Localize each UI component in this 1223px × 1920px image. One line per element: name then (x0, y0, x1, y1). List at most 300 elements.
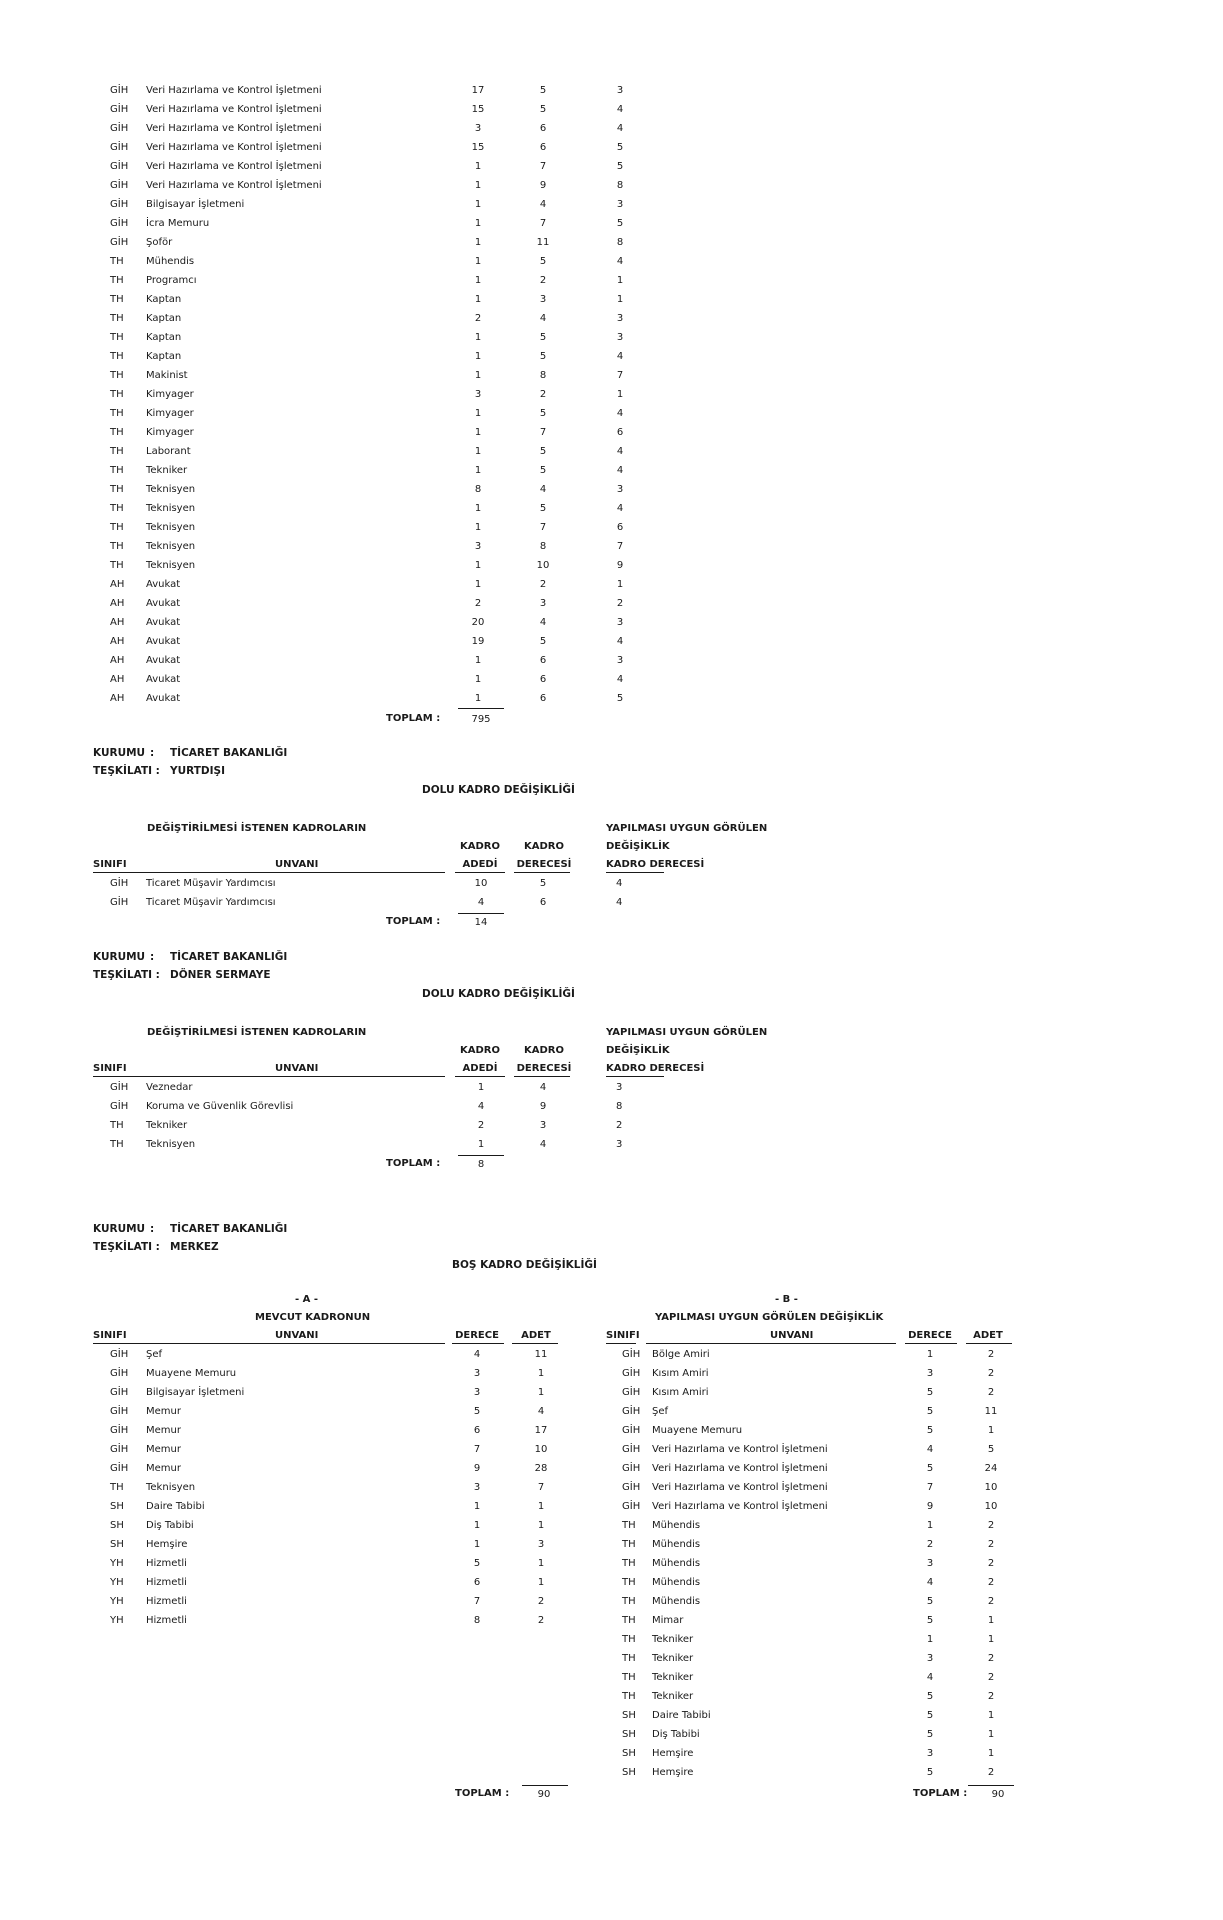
row-yeni-derece: 9 (616, 560, 624, 571)
b-row-sinifi: TH (622, 1520, 636, 1531)
row-unvani: Kimyager (146, 389, 194, 400)
b-header-rule (905, 1343, 957, 1344)
row-kadro-adedi: 1 (474, 427, 482, 438)
b-row-sinifi: GİH (622, 1444, 641, 1455)
row-sinifi: TH (110, 294, 124, 305)
a-row-unvani: Memur (146, 1444, 181, 1455)
b-row-derece: 3 (926, 1653, 934, 1664)
row-kadro-adedi: 1 (474, 655, 482, 666)
header-rule (606, 872, 664, 873)
a-row-unvani: Bilgisayar İşletmeni (146, 1387, 245, 1398)
row-kadro-adedi: 3 (474, 123, 482, 134)
row-kadro-adedi: 1 (474, 294, 482, 305)
col-sinifi: SINIFI (93, 1063, 127, 1074)
b-row-unvani: Tekniker (652, 1691, 694, 1702)
b-row-sinifi: GİH (622, 1482, 641, 1493)
total-rule (458, 708, 504, 709)
a-row-adet: 17 (534, 1425, 548, 1436)
a-row-adet: 28 (534, 1463, 548, 1474)
a-col-sinifi: SINIFI (93, 1330, 127, 1341)
a-row-unvani: Memur (146, 1463, 181, 1474)
row-kadro-derecesi: 5 (539, 104, 547, 115)
row-sinifi: TH (110, 256, 124, 267)
b-header-rule (646, 1343, 896, 1344)
b-row-derece: 1 (926, 1349, 934, 1360)
b-col-adet: ADET (973, 1330, 1003, 1341)
a-row-adet: 11 (534, 1349, 548, 1360)
row-sinifi: TH (110, 503, 124, 514)
col-adedi: ADEDİ (462, 1063, 498, 1074)
left-heading: DEĞİŞTİRİLMESİ İSTENEN KADROLARIN (147, 1027, 367, 1038)
row-kadro-derecesi: 6 (539, 897, 547, 908)
row-sinifi: TH (110, 389, 124, 400)
a-row-sinifi: YH (110, 1577, 124, 1588)
header-rule (514, 872, 570, 873)
b-row-sinifi: TH (622, 1691, 636, 1702)
b-row-unvani: Veri Hazırlama ve Kontrol İşletmeni (652, 1501, 828, 1512)
a-row-adet: 10 (534, 1444, 548, 1455)
row-yeni-derece: 5 (616, 142, 624, 153)
row-unvani: Kaptan (146, 313, 182, 324)
row-sinifi: GİH (110, 104, 129, 115)
b-row-adet: 11 (984, 1406, 998, 1417)
row-sinifi: TH (110, 313, 124, 324)
b-row-derece: 5 (926, 1406, 934, 1417)
a-row-adet: 1 (537, 1558, 545, 1569)
b-header-rule (966, 1343, 1012, 1344)
a-row-unvani: Memur (146, 1425, 181, 1436)
b-row-unvani: Hemşire (652, 1748, 694, 1759)
col-derecesi: DERECESİ (516, 1063, 572, 1074)
row-unvani: Avukat (146, 674, 181, 685)
b-row-adet: 1 (987, 1729, 995, 1740)
row-kadro-adedi: 2 (474, 598, 482, 609)
row-yeni-derece: 7 (616, 370, 624, 381)
a-row-derece: 1 (473, 1520, 481, 1531)
section-a-heading: MEVCUT KADRONUN (255, 1312, 371, 1323)
row-kadro-derecesi: 5 (539, 503, 547, 514)
row-unvani: Veri Hazırlama ve Kontrol İşletmeni (146, 85, 322, 96)
b-col-derece: DERECE (908, 1330, 952, 1341)
b-row-sinifi: TH (622, 1539, 636, 1550)
row-yeni-derece: 8 (616, 237, 624, 248)
a-row-sinifi: GİH (110, 1387, 129, 1398)
row-kadro-derecesi: 6 (539, 142, 547, 153)
a-row-adet: 1 (537, 1368, 545, 1379)
kurumu-value: TİCARET BAKANLIĞI (170, 1223, 288, 1235)
a-col-adet: ADET (521, 1330, 551, 1341)
a-row-sinifi: GİH (110, 1463, 129, 1474)
b-row-unvani: Diş Tabibi (652, 1729, 700, 1740)
row-unvani: Veri Hazırlama ve Kontrol İşletmeni (146, 142, 322, 153)
a-header-rule (93, 1343, 445, 1344)
row-sinifi: GİH (110, 1082, 129, 1093)
row-yeni-derece: 4 (616, 636, 624, 647)
b-row-adet: 1 (987, 1748, 995, 1759)
b-row-adet: 1 (987, 1710, 995, 1721)
kurumu-label: KURUMU (93, 1223, 146, 1235)
row-kadro-adedi: 8 (474, 484, 482, 495)
row-sinifi: GİH (110, 878, 129, 889)
b-row-unvani: Tekniker (652, 1634, 694, 1645)
row-sinifi: TH (110, 370, 124, 381)
a-row-sinifi: SH (110, 1501, 124, 1512)
row-unvani: Teknisyen (146, 503, 196, 514)
row-sinifi: GİH (110, 85, 129, 96)
a-row-adet: 1 (537, 1501, 545, 1512)
a-row-derece: 5 (473, 1558, 481, 1569)
col-kadro-1: KADRO (460, 1045, 500, 1056)
row-unvani: Kaptan (146, 351, 182, 362)
b-row-adet: 2 (987, 1596, 995, 1607)
b-row-derece: 7 (926, 1482, 934, 1493)
row-kadro-derecesi: 5 (539, 332, 547, 343)
a-row-unvani: Daire Tabibi (146, 1501, 205, 1512)
b-row-sinifi: TH (622, 1634, 636, 1645)
row-unvani: Kaptan (146, 332, 182, 343)
row-kadro-derecesi: 4 (539, 1082, 547, 1093)
row-sinifi: AH (110, 655, 125, 666)
row-kadro-derecesi-yeni: 2 (616, 1120, 623, 1131)
b-row-sinifi: SH (622, 1729, 636, 1740)
col-kadro-2: KADRO (524, 841, 564, 852)
a-row-unvani: Muayene Memuru (146, 1368, 237, 1379)
a-row-adet: 4 (537, 1406, 545, 1417)
a-row-derece: 3 (473, 1368, 481, 1379)
row-yeni-derece: 5 (616, 161, 624, 172)
row-sinifi: AH (110, 674, 125, 685)
a-row-sinifi: GİH (110, 1368, 129, 1379)
a-row-unvani: Hizmetli (146, 1596, 187, 1607)
col-unvani: UNVANI (275, 859, 319, 870)
row-kadro-derecesi: 6 (539, 123, 547, 134)
row-kadro-derecesi-yeni: 3 (616, 1082, 623, 1093)
b-row-sinifi: GİH (622, 1406, 641, 1417)
row-yeni-derece: 3 (616, 617, 624, 628)
row-unvani: Veri Hazırlama ve Kontrol İşletmeni (146, 161, 322, 172)
row-sinifi: TH (110, 427, 124, 438)
row-sinifi: TH (110, 1139, 124, 1150)
row-sinifi: TH (110, 541, 124, 552)
row-yeni-derece: 3 (616, 655, 624, 666)
row-kadro-adedi: 19 (471, 636, 485, 647)
b-row-derece: 5 (926, 1387, 934, 1398)
total-value: 14 (474, 917, 488, 928)
row-kadro-adedi: 15 (471, 104, 485, 115)
row-kadro-adedi: 1 (474, 465, 482, 476)
b-col-sinifi: SINIFI (606, 1330, 640, 1341)
row-unvani: Tekniker (146, 1120, 188, 1131)
b-row-derece: 4 (926, 1444, 934, 1455)
row-kadro-adedi: 2 (474, 313, 482, 324)
col-unvani: UNVANI (275, 1063, 319, 1074)
b-row-sinifi: SH (622, 1767, 636, 1778)
row-kadro-derecesi: 7 (539, 522, 547, 533)
row-kadro-derecesi: 3 (539, 598, 547, 609)
b-row-adet: 2 (987, 1672, 995, 1683)
row-kadro-derecesi-yeni: 3 (616, 1139, 623, 1150)
b-row-adet: 2 (987, 1539, 995, 1550)
row-kadro-derecesi: 5 (539, 636, 547, 647)
a-row-unvani: Memur (146, 1406, 181, 1417)
b-row-adet: 2 (987, 1691, 995, 1702)
row-sinifi: TH (110, 1120, 124, 1131)
b-row-sinifi: TH (622, 1653, 636, 1664)
row-unvani: Laborant (146, 446, 191, 457)
b-row-derece: 1 (926, 1634, 934, 1645)
a-row-derece: 7 (473, 1444, 481, 1455)
a-row-adet: 7 (537, 1482, 545, 1493)
row-yeni-derece: 1 (616, 579, 624, 590)
row-kadro-adedi: 1 (477, 1139, 485, 1150)
row-unvani: İcra Memuru (146, 218, 210, 229)
row-kadro-derecesi: 4 (539, 617, 547, 628)
row-sinifi: GİH (110, 897, 129, 908)
b-row-adet: 10 (984, 1501, 998, 1512)
b-row-derece: 5 (926, 1729, 934, 1740)
a-row-unvani: Diş Tabibi (146, 1520, 194, 1531)
row-kadro-adedi: 1 (474, 332, 482, 343)
row-kadro-adedi: 10 (474, 878, 488, 889)
row-sinifi: AH (110, 636, 125, 647)
b-row-unvani: Hemşire (652, 1767, 694, 1778)
a-row-adet: 3 (537, 1539, 545, 1550)
b-row-unvani: Tekniker (652, 1653, 694, 1664)
row-sinifi: TH (110, 465, 124, 476)
row-kadro-adedi: 1 (474, 446, 482, 457)
row-unvani: Veri Hazırlama ve Kontrol İşletmeni (146, 180, 322, 191)
row-sinifi: AH (110, 579, 125, 590)
right-heading-line2: DEĞİŞİKLİK (606, 841, 670, 852)
row-kadro-adedi: 1 (474, 560, 482, 571)
section-title: DOLU KADRO DEĞİŞİKLİĞİ (422, 784, 575, 796)
row-kadro-adedi: 1 (474, 503, 482, 514)
a-total-value: 90 (537, 1789, 551, 1800)
col-sinifi: SINIFI (93, 859, 127, 870)
a-row-derece: 6 (473, 1577, 481, 1588)
row-unvani: Avukat (146, 693, 181, 704)
b-row-derece: 4 (926, 1672, 934, 1683)
a-row-unvani: Hizmetli (146, 1615, 187, 1626)
b-row-sinifi: TH (622, 1672, 636, 1683)
row-kadro-derecesi: 4 (539, 1139, 547, 1150)
row-unvani: Avukat (146, 598, 181, 609)
row-kadro-adedi: 4 (477, 897, 485, 908)
row-kadro-adedi: 1 (474, 237, 482, 248)
row-sinifi: AH (110, 693, 125, 704)
row-unvani: Ticaret Müşavir Yardımcısı (146, 878, 276, 889)
b-row-unvani: Kısım Amiri (652, 1368, 709, 1379)
row-unvani: Koruma ve Güvenlik Görevlisi (146, 1101, 294, 1112)
row-yeni-derece: 3 (616, 332, 624, 343)
a-row-derece: 3 (473, 1482, 481, 1493)
header-rule (455, 872, 505, 873)
row-unvani: Kimyager (146, 408, 194, 419)
b-row-sinifi: GİH (622, 1425, 641, 1436)
row-yeni-derece: 1 (616, 389, 624, 400)
row-kadro-derecesi: 2 (539, 389, 547, 400)
b-row-derece: 5 (926, 1425, 934, 1436)
row-sinifi: GİH (110, 218, 129, 229)
section-a-letter: - A - (295, 1294, 319, 1305)
right-heading-line1: YAPILMASI UYGUN GÖRÜLEN (606, 823, 768, 834)
left-heading: DEĞİŞTİRİLMESİ İSTENEN KADROLARIN (147, 823, 367, 834)
a-row-sinifi: YH (110, 1558, 124, 1569)
row-kadro-derecesi: 6 (539, 693, 547, 704)
row-unvani: Teknisyen (146, 1139, 196, 1150)
total-rule (458, 1155, 504, 1156)
a-row-derece: 4 (473, 1349, 481, 1360)
total-label: TOPLAM : (386, 1158, 441, 1169)
a-row-sinifi: GİH (110, 1444, 129, 1455)
row-unvani: Bilgisayar İşletmeni (146, 199, 245, 210)
row-yeni-derece: 2 (616, 598, 624, 609)
row-yeni-derece: 6 (616, 427, 624, 438)
b-row-sinifi: GİH (622, 1501, 641, 1512)
a-row-unvani: Şef (146, 1349, 163, 1360)
row-kadro-adedi: 3 (474, 541, 482, 552)
b-row-derece: 5 (926, 1596, 934, 1607)
row-kadro-adedi: 1 (474, 370, 482, 381)
a-row-sinifi: YH (110, 1615, 124, 1626)
right-heading-line1: YAPILMASI UYGUN GÖRÜLEN (606, 1027, 768, 1038)
total-label: TOPLAM : (386, 713, 441, 724)
a-row-derece: 9 (473, 1463, 481, 1474)
row-yeni-derece: 1 (616, 275, 624, 286)
b-row-unvani: Daire Tabibi (652, 1710, 711, 1721)
row-kadro-adedi: 1 (474, 408, 482, 419)
row-sinifi: GİH (110, 142, 129, 153)
b-row-adet: 2 (987, 1520, 995, 1531)
kurumu-label: KURUMU (93, 747, 146, 759)
total-value: 8 (477, 1159, 485, 1170)
b-total-value: 90 (991, 1789, 1005, 1800)
row-kadro-derecesi-yeni: 8 (616, 1101, 623, 1112)
b-row-derece: 2 (926, 1539, 934, 1550)
row-sinifi: GİH (110, 237, 129, 248)
row-yeni-derece: 4 (616, 503, 624, 514)
row-kadro-derecesi: 10 (536, 560, 550, 571)
row-kadro-derecesi: 8 (539, 370, 547, 381)
row-unvani: Avukat (146, 655, 181, 666)
row-sinifi: TH (110, 351, 124, 362)
b-row-adet: 1 (987, 1615, 995, 1626)
kurumu-value: TİCARET BAKANLIĞI (170, 747, 288, 759)
a-row-sinifi: YH (110, 1596, 124, 1607)
teskilati-label: TEŞKİLATI : (93, 765, 160, 777)
row-kadro-derecesi: 5 (539, 446, 547, 457)
row-yeni-derece: 4 (616, 256, 624, 267)
b-row-sinifi: TH (622, 1577, 636, 1588)
row-unvani: Veri Hazırlama ve Kontrol İşletmeni (146, 104, 322, 115)
a-header-rule (512, 1343, 558, 1344)
row-kadro-adedi: 1 (474, 180, 482, 191)
a-row-unvani: Hizmetli (146, 1558, 187, 1569)
b-row-sinifi: TH (622, 1558, 636, 1569)
a-row-derece: 3 (473, 1387, 481, 1398)
row-kadro-derecesi: 6 (539, 674, 547, 685)
row-unvani: Programcı (146, 275, 197, 286)
b-row-unvani: Mimar (652, 1615, 684, 1626)
b-row-derece: 3 (926, 1748, 934, 1759)
b-row-adet: 1 (987, 1425, 995, 1436)
b-row-sinifi: TH (622, 1596, 636, 1607)
section-title: DOLU KADRO DEĞİŞİKLİĞİ (422, 988, 575, 1000)
col-adedi: ADEDİ (462, 859, 498, 870)
b-row-adet: 5 (987, 1444, 995, 1455)
row-kadro-adedi: 1 (474, 522, 482, 533)
row-sinifi: TH (110, 522, 124, 533)
kurumu-separator: : (150, 1223, 155, 1235)
row-sinifi: TH (110, 332, 124, 343)
row-kadro-adedi: 1 (474, 579, 482, 590)
row-yeni-derece: 3 (616, 484, 624, 495)
row-sinifi: TH (110, 484, 124, 495)
row-unvani: Veri Hazırlama ve Kontrol İşletmeni (146, 123, 322, 134)
a-row-sinifi: GİH (110, 1406, 129, 1417)
row-yeni-derece: 1 (616, 294, 624, 305)
a-row-adet: 2 (537, 1596, 545, 1607)
row-kadro-derecesi: 9 (539, 180, 547, 191)
b-row-unvani: Kısım Amiri (652, 1387, 709, 1398)
a-row-derece: 6 (473, 1425, 481, 1436)
row-yeni-derece: 4 (616, 351, 624, 362)
row-unvani: Ticaret Müşavir Yardımcısı (146, 897, 276, 908)
row-kadro-derecesi: 5 (539, 878, 547, 889)
b-col-unvani: UNVANI (770, 1330, 814, 1341)
row-kadro-adedi: 1 (474, 351, 482, 362)
row-kadro-derecesi-yeni: 4 (616, 897, 623, 908)
b-row-unvani: Veri Hazırlama ve Kontrol İşletmeni (652, 1482, 828, 1493)
row-unvani: Teknisyen (146, 522, 196, 533)
row-kadro-adedi: 4 (477, 1101, 485, 1112)
row-kadro-derecesi: 7 (539, 427, 547, 438)
row-kadro-adedi: 2 (477, 1120, 485, 1131)
kurumu-label: KURUMU (93, 951, 146, 963)
row-sinifi: TH (110, 275, 124, 286)
header-rule (455, 1076, 505, 1077)
b-row-adet: 2 (987, 1558, 995, 1569)
row-yeni-derece: 7 (616, 541, 624, 552)
b-row-adet: 10 (984, 1482, 998, 1493)
row-kadro-derecesi: 7 (539, 161, 547, 172)
b-row-derece: 9 (926, 1501, 934, 1512)
row-unvani: Avukat (146, 617, 181, 628)
b-row-sinifi: GİH (622, 1368, 641, 1379)
a-total-rule (522, 1785, 568, 1786)
row-kadro-derecesi: 5 (539, 85, 547, 96)
b-row-unvani: Tekniker (652, 1672, 694, 1683)
b-total-label: TOPLAM : (913, 1788, 968, 1799)
row-unvani: Makinist (146, 370, 188, 381)
row-yeni-derece: 3 (616, 85, 624, 96)
b-row-unvani: Mühendis (652, 1558, 701, 1569)
b-row-adet: 2 (987, 1577, 995, 1588)
row-sinifi: GİH (110, 123, 129, 134)
row-kadro-adedi: 17 (471, 85, 485, 96)
row-yeni-derece: 4 (616, 104, 624, 115)
b-row-adet: 2 (987, 1349, 995, 1360)
row-yeni-derece: 4 (616, 123, 624, 134)
kurumu-separator: : (150, 951, 155, 963)
row-kadro-adedi: 1 (474, 161, 482, 172)
a-row-unvani: Hemşire (146, 1539, 188, 1550)
kurumu-separator: : (150, 747, 155, 759)
teskilati-value: YURTDIŞI (170, 765, 225, 777)
row-yeni-derece: 4 (616, 465, 624, 476)
row-unvani: Teknisyen (146, 484, 196, 495)
row-sinifi: AH (110, 598, 125, 609)
